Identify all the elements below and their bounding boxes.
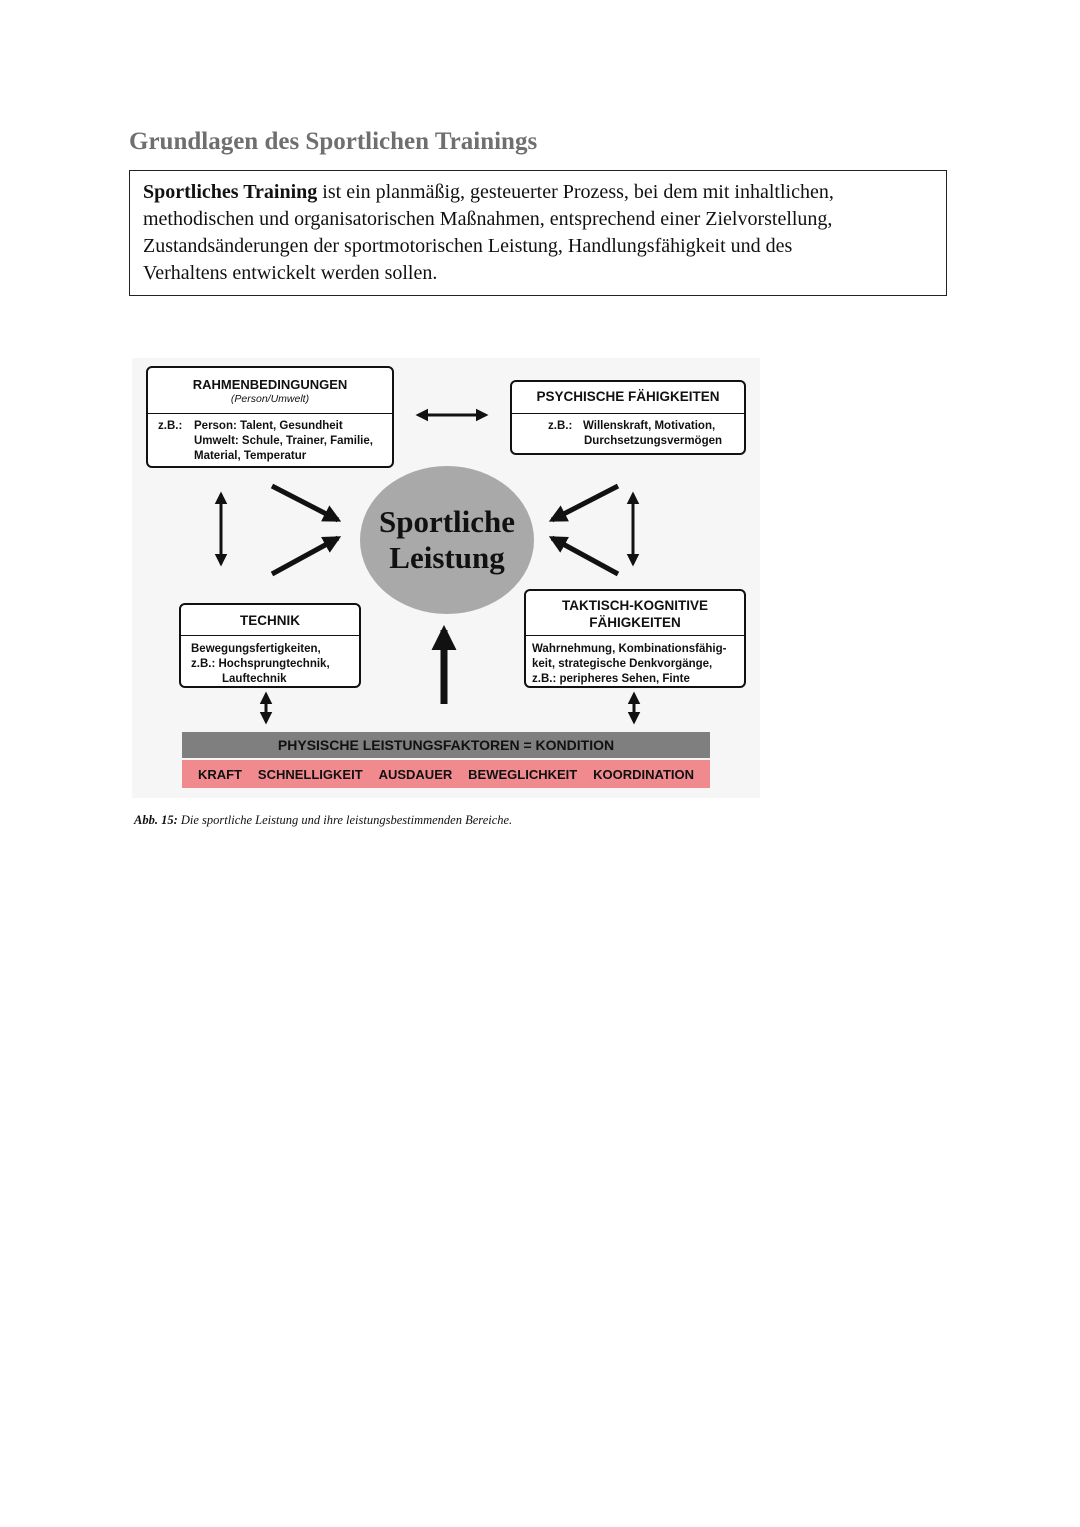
figure-caption [134,813,512,828]
arrow-left-down-diagonal [272,486,338,520]
factor-koordination: KOORDINATION [593,766,695,782]
rahmenbedingungen-prefix: z.B.: [158,420,183,432]
rahmenbedingungen-line-3: Material, Temperatur [194,450,307,462]
definition-line-2: methodischen und organisatorischen Maßnahmen, entsprechend einer Zielvorstellung, [143,208,833,230]
definition-line-4: Verhaltens entwickelt werden sollen. [143,262,438,284]
definition-line-1: Sportliches Training ist ein planmäßig, gesteuerter Prozess, bei dem mit inhaltlichen, [143,181,834,203]
definition-box [129,170,947,296]
factor-kraft: KRAFT [197,766,242,782]
rahmenbedingungen-subtitle: (Person/Umwelt) [230,393,310,405]
caption-text: Die sportliche Leistung und ihre leistungsbestimmenden Bereiche. [177,813,513,827]
factor-schnelligkeit: SCHNELLIGKEIT [257,766,363,782]
page-title: Grundlagen des Sportlichen Trainings [129,128,538,155]
psychische-prefix: z.B.: [548,420,573,432]
definition-line-3: Zustandsänderungen der sportmotorischen Leistung, Handlungsfähigkeit und des [143,235,793,257]
arrow-left-up-diagonal [272,538,338,574]
arrow-right-down-diagonal [552,486,618,520]
factor-beweglichkeit: BEWEGLICHKEIT [468,766,578,782]
arrow-right-up-diagonal [552,538,618,574]
diagram-arrows [132,358,760,798]
taktisch-line-3: z.B.: peripheres Sehen, Finte [532,673,690,685]
center-line-1: Sportliche [378,504,516,539]
psychische-line-2: Durchsetzungsvermögen [584,435,723,447]
caption-label: Abb. 15: [134,813,178,827]
technik-header: TECHNIK [181,605,359,636]
psychische-header: PSYCHISCHE FÄHIGKEITEN [512,382,744,414]
taktisch-title-1: TAKTISCH-KOGNITIVE [562,598,708,613]
rahmenbedingungen-title: RAHMENBEDINGUNGEN [192,377,348,392]
taktisch-line-1: Wahrnehmung, Kombinationsfähig- [532,643,727,655]
performance-diagram [132,358,760,798]
taktisch-line-2: keit, strategische Denkvorgänge, [532,658,713,670]
psychische-line-1: Willenskraft, Motivation, [583,420,716,432]
technik-line-2: z.B.: Hochsprungtechnik, [191,658,330,670]
technik-line-3: Lauftechnik [222,673,287,685]
taktisch-title-2: FÄHIGKEITEN [589,615,681,630]
factor-ausdauer: AUSDAUER [378,766,453,782]
center-line-2: Leistung [389,540,505,575]
technik-line-1: Bewegungsfertigkeiten, [191,643,321,655]
rahmenbedingungen-line-2: Umwelt: Schule, Trainer, Familie, [194,435,373,447]
definition-term: Sportliches Training [143,181,318,203]
rahmenbedingungen-line-1: Person: Talent, Gesundheit [194,420,343,432]
kondition-bar: PHYSISCHE LEISTUNGSFAKTOREN = KONDITION [182,732,710,758]
